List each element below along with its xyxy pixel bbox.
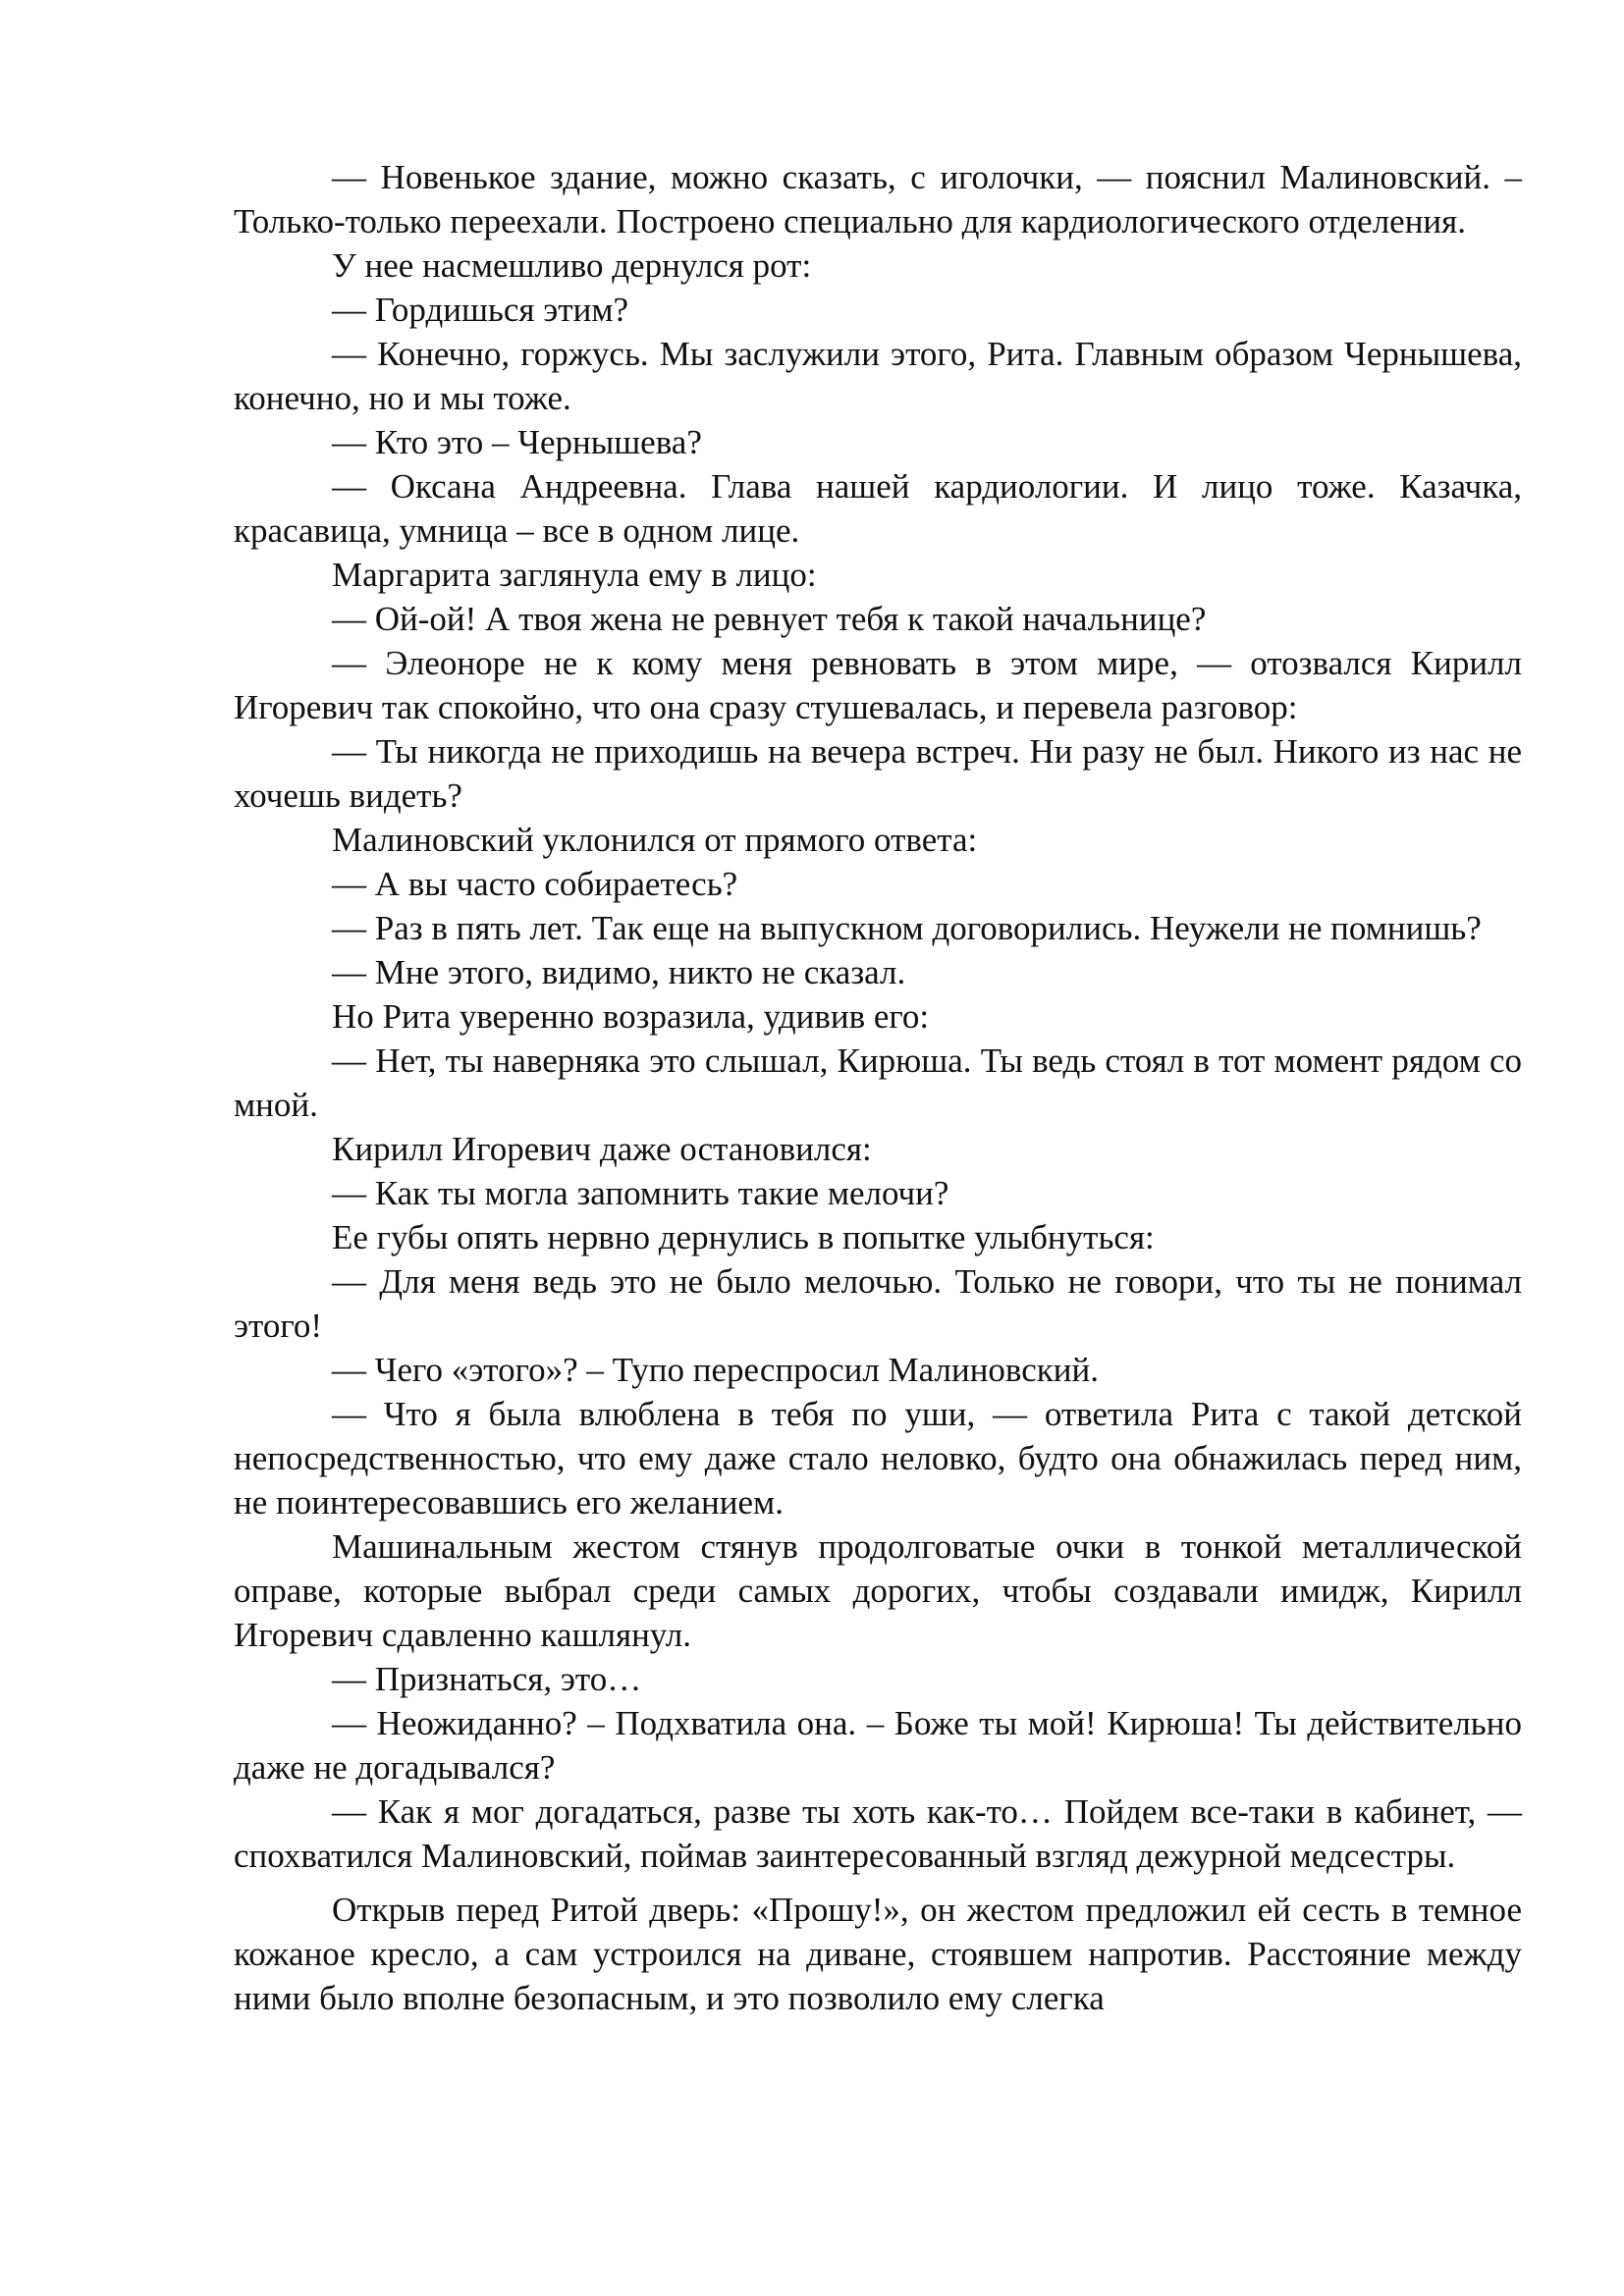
paragraph: Машинальным жестом стянув продолговатые очки в тонкой металлической оправе, которые выбрал среди самых дорогих, чтобы создавали имидж, Кирилл Игоревич сдавленно кашлянул. <box>234 1527 1522 1654</box>
paragraph: — Неожиданно? – Подхватила она. – Боже ты мой! Кирюша! Ты действительно даже не догадывался? <box>234 1704 1522 1787</box>
paragraph: — Гордишься этим? <box>332 291 629 329</box>
paragraph: Малиновский уклонился от прямого ответа: <box>332 821 978 859</box>
paragraph: — Нет, ты наверняка это слышал, Кирюша. Ты ведь стоял в тот момент рядом со мной. <box>234 1041 1522 1124</box>
paragraph: — Оксана Андреевна. Глава нашей кардиологии. И лицо тоже. Казачка, красавица, умница – все в одном лице. <box>234 467 1522 550</box>
paragraph: — Кто это – Чернышева? <box>332 423 702 461</box>
paragraph: — Ты никогда не приходишь на вечера встреч. Ни разу не был. Никого из нас не хочешь видеть? <box>234 732 1522 815</box>
paragraph: — Новенькое здание, можно сказать, с иголочки, — пояснил Малиновский. – Только-только переехали. Построено специально для кардиологического отделения. <box>234 158 1522 240</box>
paragraph: — Чего «этого»? – Тупо переспросил Малиновский. <box>332 1351 1100 1389</box>
paragraph: — Признаться, это… <box>332 1660 642 1698</box>
paragraph: Но Рита уверенно возразила, удивив его: <box>332 997 930 1036</box>
paragraph: — Элеоноре не к кому меня ревновать в этом мире, — отозвался Кирилл Игоревич так спокойно, что она сразу стушевалась, и перевела разговор: <box>234 644 1522 726</box>
paragraph: — Что я была влюблена в тебя по уши, — ответила Рита с такой детской непосредственностью, что ему даже стало неловко, будто она обнажилась перед ним, не поинтересовавшись его желанием. <box>234 1395 1522 1522</box>
paragraph: — Ой-ой! А твоя жена не ревнует тебя к такой начальнице? <box>332 600 1207 638</box>
paragraph: — Мне этого, видимо, никто не сказал. <box>332 953 906 991</box>
paragraph: Открыв перед Ритой дверь: «Прошу!», он жестом предложил ей сесть в темное кожаное кресло, а сам устроился на диване, стоявшем напротив. Расстояние между ними было вполне безопасным, и это позволило ему слегка <box>234 1891 1522 2017</box>
paragraph: Ее губы опять нервно дернулись в попытке улыбнуться: <box>332 1218 1155 1256</box>
paragraph: — Раз в пять лет. Так еще на выпускном договорились. Неужели не помнишь? <box>332 909 1482 947</box>
paragraph: Маргарита заглянула ему в лицо: <box>332 556 817 594</box>
paragraph: — Конечно, горжусь. Мы заслужили этого, Рита. Главным образом Чернышева, конечно, но и мы тоже. <box>234 335 1522 417</box>
paragraph: Кирилл Игоревич даже остановился: <box>332 1130 872 1168</box>
paragraph: — Как ты могла запомнить такие мелочи? <box>332 1174 949 1212</box>
paragraph: У нее насмешливо дернулся рот: <box>332 246 812 285</box>
paragraph: — А вы часто собираетесь? <box>332 865 738 903</box>
paragraph: — Как я мог догадаться, разве ты хоть как-то… Пойдем все-таки в кабинет, — спохватился Малиновский, поймав заинтересованный взгляд дежурной медсестры. <box>234 1792 1522 1875</box>
body-text <box>234 155 1522 2020</box>
paragraph: — Для меня ведь это не было мелочью. Только не говори, что ты не понимал этого! <box>234 1262 1522 1345</box>
